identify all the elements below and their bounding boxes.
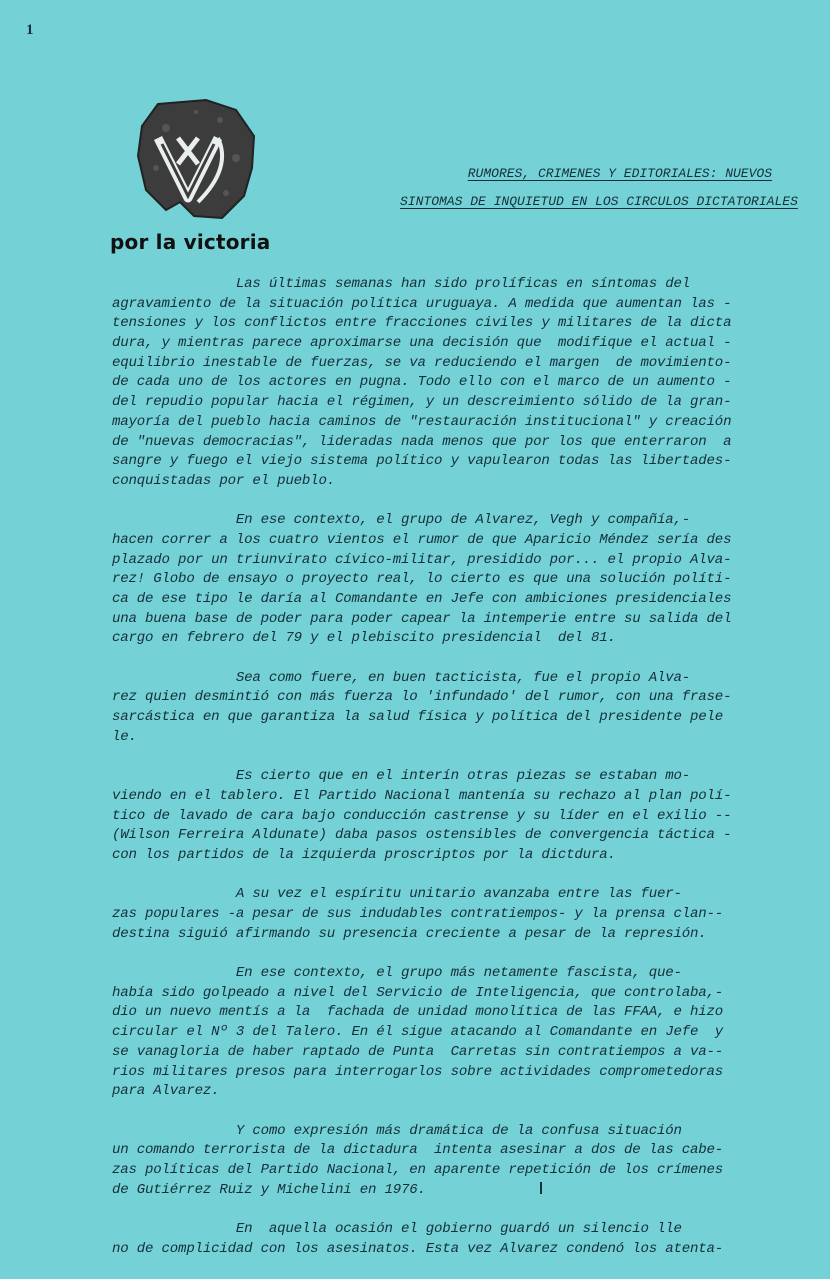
text-line: una buena base de poder para poder capear la intemperie entre su salida del xyxy=(112,610,732,627)
text-line: se vanagloria de haber raptado de Punta Carretas sin contratiempos a va-- xyxy=(112,1043,724,1060)
text-line: para Alvarez. xyxy=(112,1083,220,1100)
text-line: de Gutiérrez Ruiz y Michelini en 1976. xyxy=(112,1181,426,1198)
text-line: de "nuevas democracias", lideradas nada menos que por los que enterraron a xyxy=(112,433,732,450)
text-line: Las últimas semanas han sido prolíficas en síntomas del xyxy=(112,276,691,292)
text-line: ca de ese tipo le daría al Comandante en Jefe con ambiciones presidenciales xyxy=(112,591,732,607)
headline-line-1: RUMORES, CRIMENES Y EDITORIALES: NUEVOS xyxy=(467,166,772,181)
text-line: rez! Globo de ensayo o proyecto real, lo cierto es que una solución políti- xyxy=(112,571,732,588)
text-line: equilibrio inestable de fuerzas, se va reduciendo el margen de movimiento- xyxy=(112,354,732,371)
text-line: hacen correr a los cuatro vientos el rumor de que Aparicio Méndez sería des xyxy=(112,531,732,548)
text-line: Sea como fuere, en buen tacticista, fue el propio Alva- xyxy=(112,669,691,686)
headline-line-2: SINTOMAS DE INQUIETUD EN LOS CIRCULOS DICTATORIALES xyxy=(400,194,798,209)
v-x-emblem-icon xyxy=(136,98,256,223)
logo xyxy=(110,98,280,258)
text-line: con los partidos de la izquierda proscriptos por la dictdura. xyxy=(112,846,616,863)
paragraph xyxy=(112,511,766,649)
text-line: del repudio popular hacia el régimen, y un descreimiento sólido de la gran- xyxy=(112,394,732,411)
text-line: sangre y fuego el viejo sistema político y vapulearon todas las libertades- xyxy=(112,453,732,470)
text-line: A su vez el espíritu unitario avanzaba entre las fuer- xyxy=(112,886,682,903)
paragraph xyxy=(112,964,766,1102)
text-line: le. xyxy=(112,728,137,745)
paragraph xyxy=(112,1122,766,1201)
text-line: mayoría del pueblo hacia caminos de "restauración institucional" y creación xyxy=(112,413,732,430)
text-line: zas políticas del Partido Nacional, en aparente repetición de los crímenes xyxy=(112,1161,724,1178)
text-line: plazado por un triunvirato cívico-militar, presidido por... el propio Alva- xyxy=(112,551,732,568)
text-line: rios militares presos para interrogarlos sobre actividades comprometedoras xyxy=(112,1063,724,1080)
text-line: rez quien desmintió con más fuerza lo 'infundado' del rumor, con una frase- xyxy=(112,689,732,706)
text-line: zas populares -a pesar de sus indudables contratiempos- y la prensa clan-- xyxy=(112,906,724,922)
text-line: tensiones y los conflictos entre fracciones civiles y militares de la dicta xyxy=(112,315,732,332)
text-line: circular el Nº 3 del Talero. En él sigue atacando al Comandante en Jefe y xyxy=(112,1024,724,1041)
text-line: de cada uno de los actores en pugna. Todo ello con el marco de un aumento - xyxy=(112,374,732,391)
text-line: dio un nuevo mentís a la fachada de unidad monolítica de las FFAA, e hizo xyxy=(112,1004,724,1021)
logo-text: por la victoria xyxy=(110,230,271,254)
text-line: conquistadas por el pueblo. xyxy=(112,472,335,489)
text-line: En ese contexto, el grupo de Alvarez, Vegh y compañía,- xyxy=(112,512,691,529)
text-line: viendo en el tablero. El Partido Nacional mantenía su rechazo al plan polí- xyxy=(112,787,732,804)
text-line: cargo en febrero del 79 y el plebiscito presidencial del 81. xyxy=(112,630,616,647)
paragraph xyxy=(112,1220,766,1259)
text-line: (Wilson Ferreira Aldunate) daba pasos ostensibles de convergencia táctica - xyxy=(112,827,732,844)
text-line: tico de lavado de cara bajo conducción castrense y su líder en el exilio -- xyxy=(112,807,732,824)
text-line: había sido golpeado a nivel del Servicio de Inteligencia, que controlaba,- xyxy=(112,984,724,1001)
text-line: agravamiento de la situación política uruguaya. A medida que aumentan las - xyxy=(112,295,732,312)
text-line: Y como expresión más dramática de la confusa situación xyxy=(112,1122,682,1139)
headline xyxy=(400,160,798,216)
text-line: Es cierto que en el interín otras piezas se estaban mo- xyxy=(112,768,691,785)
footer-mark xyxy=(540,1182,542,1194)
text-line: En aquella ocasión el gobierno guardó un silencio lle xyxy=(112,1221,682,1237)
text-line: no de complicidad con los asesinatos. Esta vez Alvarez condenó los atenta- xyxy=(112,1240,724,1257)
text-line: destina siguió afirmando su presencia creciente a pesar de la represión. xyxy=(112,925,707,942)
text-line: dura, y mientras parece aproximarse una decisión que modifique el actual - xyxy=(112,335,732,352)
paragraph xyxy=(112,275,766,492)
paragraph xyxy=(112,885,766,944)
page-number: 1 xyxy=(26,22,34,38)
text-line: sarcástica en que garantiza la salud física y política del presidente pele xyxy=(112,709,724,726)
text-line: En ese contexto, el grupo más netamente fascista, que- xyxy=(112,965,682,982)
paragraph xyxy=(112,669,766,748)
article-body xyxy=(112,275,766,1279)
paragraph xyxy=(112,767,766,865)
text-line: un comando terrorista de la dictadura intenta asesinar a dos de las cabe- xyxy=(112,1142,724,1159)
